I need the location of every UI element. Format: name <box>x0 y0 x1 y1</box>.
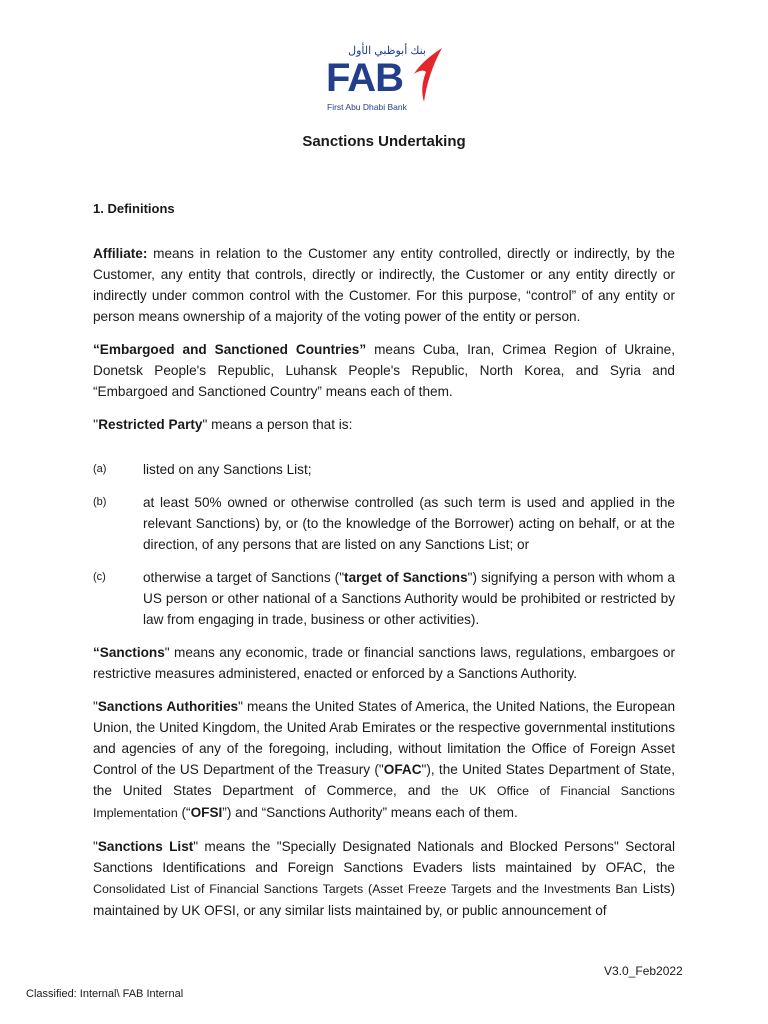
term: Affiliate: <box>93 246 148 261</box>
list-text: listed on any Sanctions List; <box>143 462 312 477</box>
text: ") signifying a person with whom a US person or other national of a Sanctions Authority would be prohibited or restricted by law from engaging in trade, business or other activities). <box>143 570 675 627</box>
term: Sanctions List <box>97 839 194 854</box>
document-title: Sanctions Undertaking <box>302 133 466 150</box>
text: Lists) maintained by UK OFSI, or any similar lists maintained by, or public announcement of <box>93 881 675 918</box>
text: " means the United States of America, the United Nations, the European Union, the United Kingdom, the United Arab Emirates or the respective governmental institutions and agencies of any of the foregoing, including, without limitation the Office of Foreign Asset Control of the US Department of the Treasury (" <box>93 699 676 777</box>
text: (“ <box>177 805 191 820</box>
logo-wordmark: FAB <box>326 56 403 100</box>
list-item <box>93 492 675 555</box>
term: Sanctions <box>99 645 165 660</box>
quote: “ <box>93 645 100 660</box>
logo-arabic-text: بنك أبوظبي الأول <box>348 45 426 57</box>
definition-restricted-party <box>93 414 675 435</box>
list-text <box>143 567 675 630</box>
text: otherwise a target of Sanctions (" <box>143 570 345 585</box>
logo-swoosh-icon <box>408 46 444 102</box>
list-label: (c) <box>93 571 106 583</box>
term: target of Sanctions <box>344 570 468 585</box>
definition-sanctions-list <box>93 836 675 921</box>
version-label: V3.0_Feb2022 <box>604 964 683 978</box>
text: ”) and “Sanctions Authority” means each of them. <box>222 805 518 820</box>
definition-sanctions-authorities <box>93 696 675 824</box>
text: Consolidated List of Financial Sanctions Targets (Asset Freeze Targets and the Investments Ban <box>93 882 638 896</box>
abbr-ofsi: OFSI <box>190 805 223 820</box>
list-label: (b) <box>93 496 107 508</box>
definition-sanctions <box>93 642 675 684</box>
list-label: (a) <box>93 463 107 475</box>
quote: '' <box>93 417 99 432</box>
text: "), the United States Department of State, the United States Department of Commerce, and <box>93 762 675 798</box>
fab-logo <box>322 44 446 118</box>
definition-text: " means any economic, trade or financial sanctions laws, regulations, embargoes or restrictive measures administered, enacted or enforced by a Sanctions Authority. <box>93 645 675 681</box>
list-item <box>93 459 675 480</box>
definition-text: means Cuba, Iran, Crimea Region of Ukraine, Donetsk People's Republic, Luhansk People's Republic, North Korea, and Syria and “Embargoed and Sanctioned Country” means each of them. <box>93 342 675 399</box>
definition-affiliate <box>93 243 675 327</box>
definition-text: " means a person that is: <box>202 417 353 432</box>
text: " means the "Specially Designated Nationals and Blocked Persons" Sectoral Sanctions Identifications and Foreign Sanctions Evaders lists maintained by OFAC, the <box>93 839 675 875</box>
section-heading: 1. Definitions <box>93 201 175 216</box>
quote: " <box>93 699 98 714</box>
term: Sanctions Authorities <box>97 699 239 714</box>
definition-text: means in relation to the Customer any entity controlled, directly or indirectly, by the Customer, any entity that controls, directly or indirectly, the Customer or any entity directly or indirectly under common control with the Customer. For this purpose, “control” of any entity or person means ownership of a majority of the voting power of the entity or person. <box>93 246 675 324</box>
term: Restricted Party <box>98 417 203 432</box>
quote: " <box>93 839 98 854</box>
abbr-ofac: OFAC <box>383 762 422 777</box>
logo-subtitle: First Abu Dhabi Bank <box>327 102 407 112</box>
list-text: at least 50% owned or otherwise controlled (as such term is used and applied in the relevant Sanctions) by, or (to the knowledge of the Borrower) acting on behalf, or at the direction, of any persons that are listed on any Sanctions List; or <box>143 495 675 552</box>
document-body <box>93 198 675 933</box>
term: “Embargoed and Sanctioned Countries” <box>93 342 367 357</box>
definition-embargoed-countries <box>93 339 675 402</box>
text: the UK Office of Financial Sanctions Implementation <box>93 784 675 820</box>
classification-label: Classified: Internal\ FAB Internal <box>26 988 184 1000</box>
list-item <box>93 567 675 630</box>
